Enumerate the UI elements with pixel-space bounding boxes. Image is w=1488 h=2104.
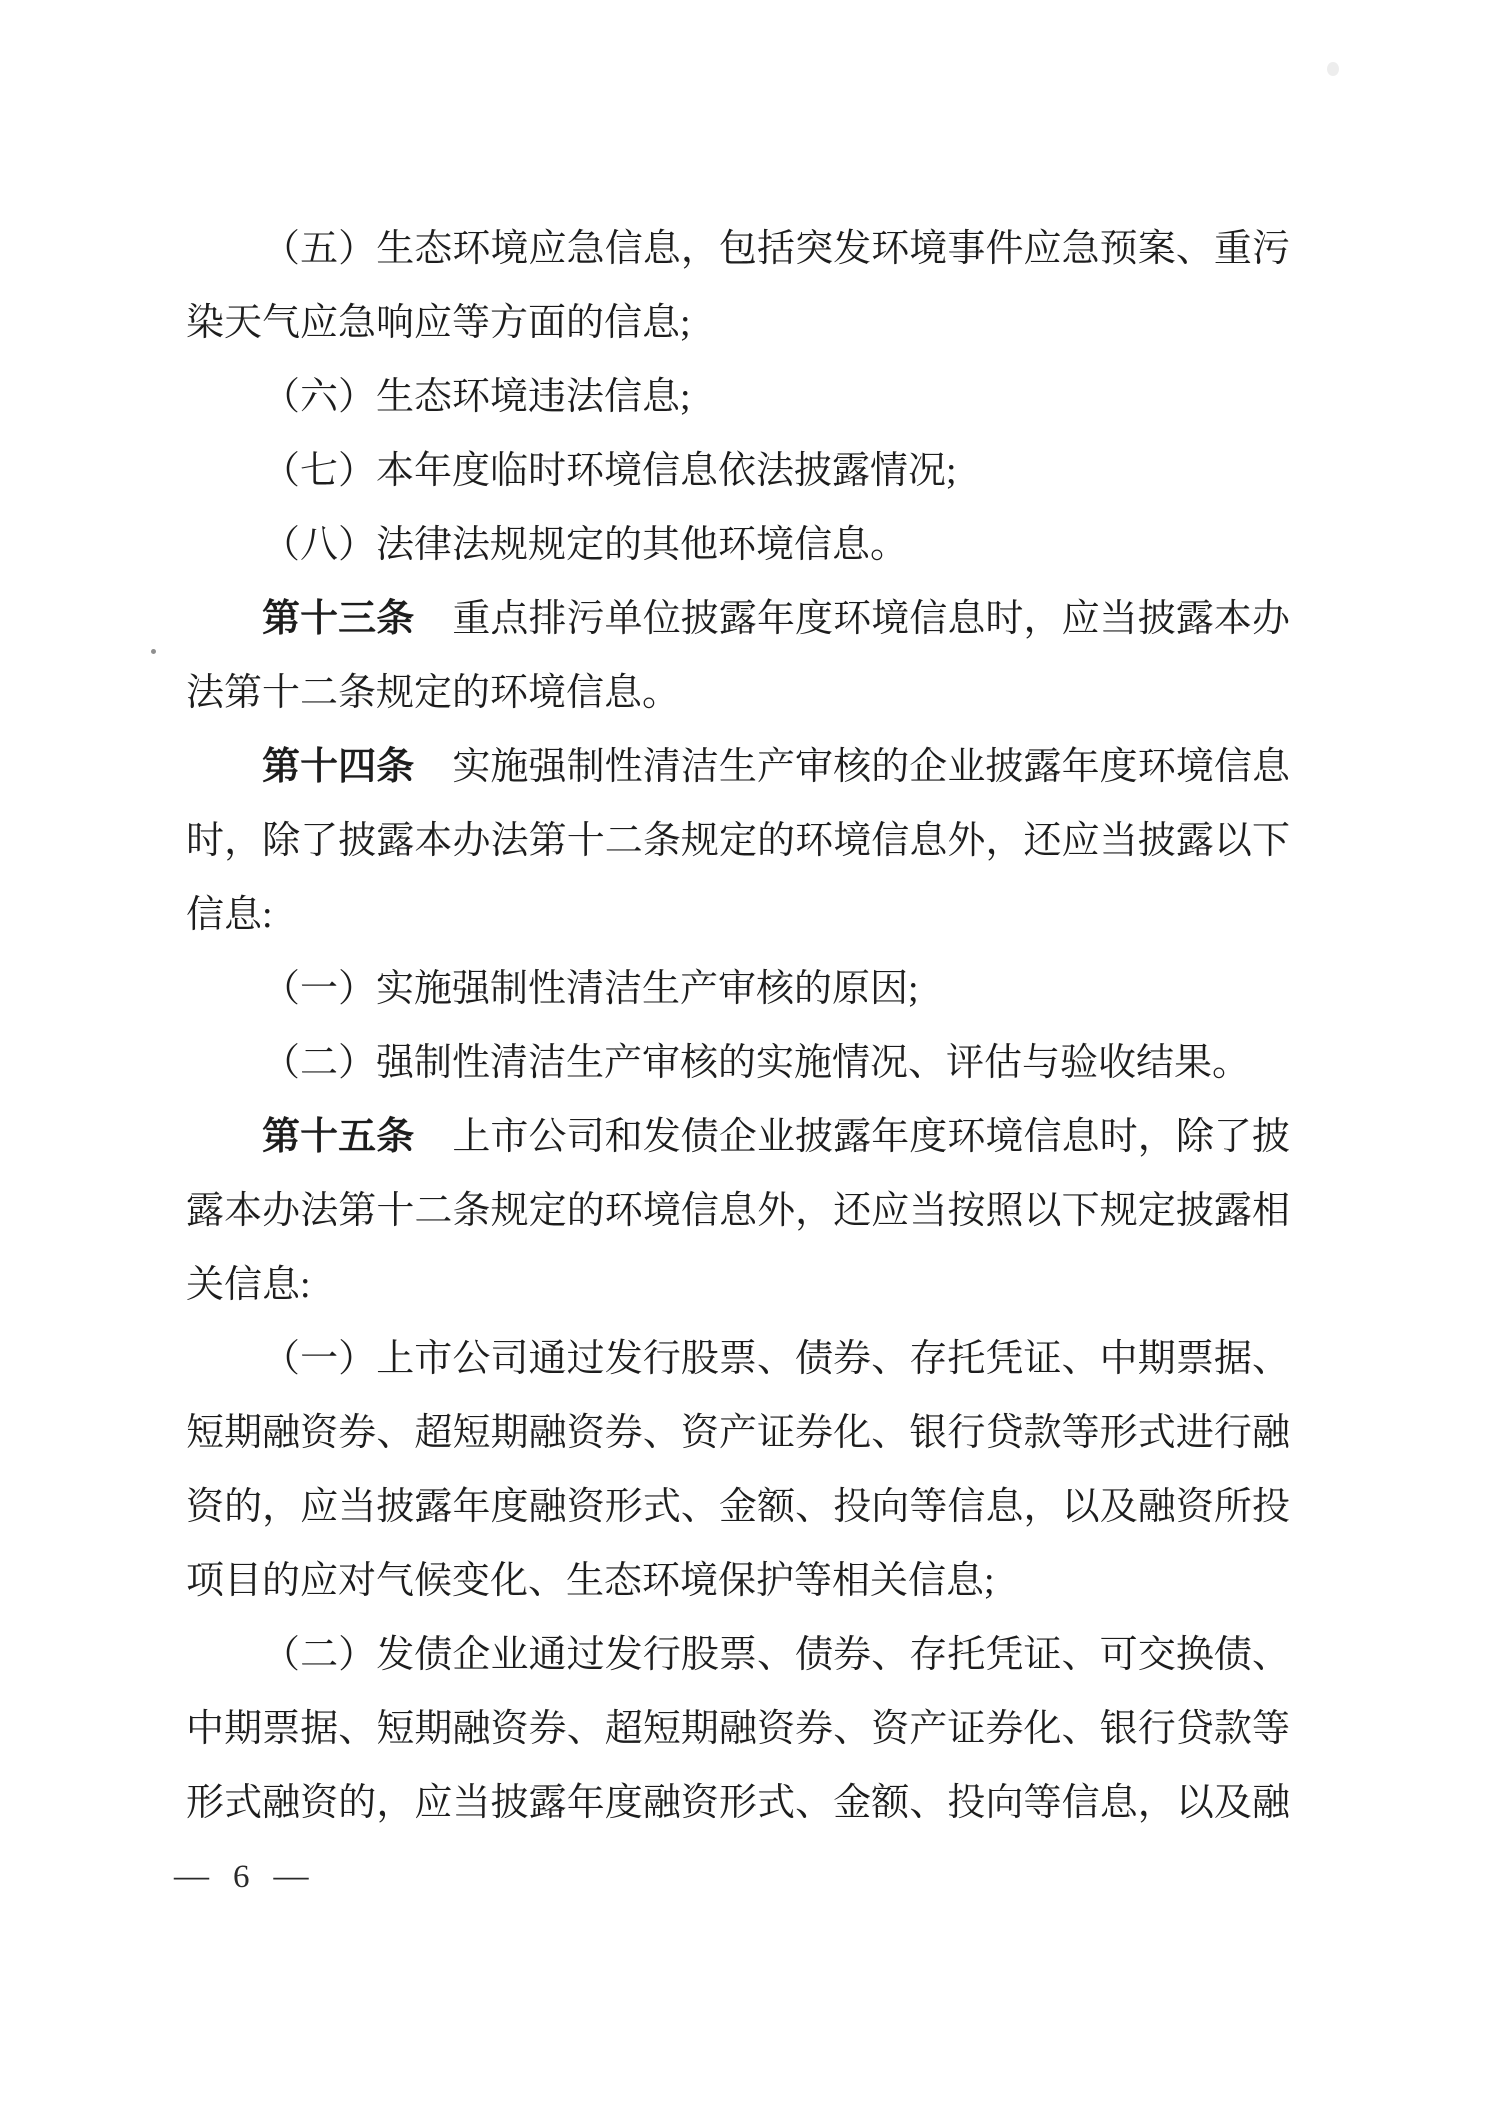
text-line: （一）实施强制性清洁生产审核的原因; [262, 968, 919, 1010]
text-line: （五）生态环境应急信息，包括突发环境事件应急预案、重污 [262, 228, 1290, 270]
text-line: （七）本年度临时环境信息依法披露情况; [262, 450, 957, 492]
footer-dash-right: — [273, 1856, 309, 1895]
text-line: 中期票据、短期融资券、超短期融资券、资产证券化、银行贷款等 [186, 1708, 1290, 1750]
text-line: （一）上市公司通过发行股票、债券、存托凭证、中期票据、 [262, 1338, 1290, 1380]
footer-dash-left: — [174, 1856, 209, 1895]
scan-speckle [151, 649, 156, 654]
document-body [186, 212, 1290, 1840]
text-line: 短期融资券、超短期融资券、资产证券化、银行贷款等形式进行融 [186, 1412, 1290, 1454]
page-number: 6 [233, 1859, 250, 1895]
text-line: 项目的应对气候变化、生态环境保护等相关信息; [186, 1560, 995, 1602]
text-line: （二）发债企业通过发行股票、债券、存托凭证、可交换债、 [262, 1634, 1290, 1676]
text-line: 法第十二条规定的环境信息。 [186, 672, 681, 714]
page-footer [174, 1856, 309, 1896]
text-line-article-15 [186, 1100, 1290, 1174]
text-line: （八）法律法规规定的其他环境信息。 [262, 524, 909, 566]
text-line: 形式融资的，应当披露年度融资形式、金额、投向等信息，以及融 [186, 1782, 1290, 1824]
article-text: 重点排污单位披露年度环境信息时，应当披露本办 [452, 598, 1290, 640]
text-line: 时，除了披露本办法第十二条规定的环境信息外，还应当披露以下 [186, 820, 1290, 862]
text-line: 关信息: [186, 1264, 311, 1306]
article-number: 第十四条 [262, 746, 415, 788]
scan-speckle [1327, 62, 1339, 76]
text-line: （二）强制性清洁生产审核的实施情况、评估与验收结果。 [262, 1042, 1251, 1084]
text-line: （六）生态环境违法信息; [262, 376, 691, 418]
article-number: 第十三条 [262, 598, 415, 640]
article-text: 上市公司和发债企业披露年度环境信息时，除了披 [452, 1116, 1290, 1158]
text-line: 染天气应急响应等方面的信息; [186, 302, 691, 344]
text-line: 资的，应当披露年度融资形式、金额、投向等信息，以及融资所投 [186, 1486, 1290, 1528]
text-line-article-14 [186, 730, 1290, 804]
text-line: 露本办法第十二条规定的环境信息外，还应当按照以下规定披露相 [186, 1190, 1290, 1232]
article-text: 实施强制性清洁生产审核的企业披露年度环境信息 [452, 746, 1290, 788]
text-line-article-13 [186, 582, 1290, 656]
article-number: 第十五条 [262, 1116, 415, 1158]
text-line: 信息: [186, 894, 273, 936]
